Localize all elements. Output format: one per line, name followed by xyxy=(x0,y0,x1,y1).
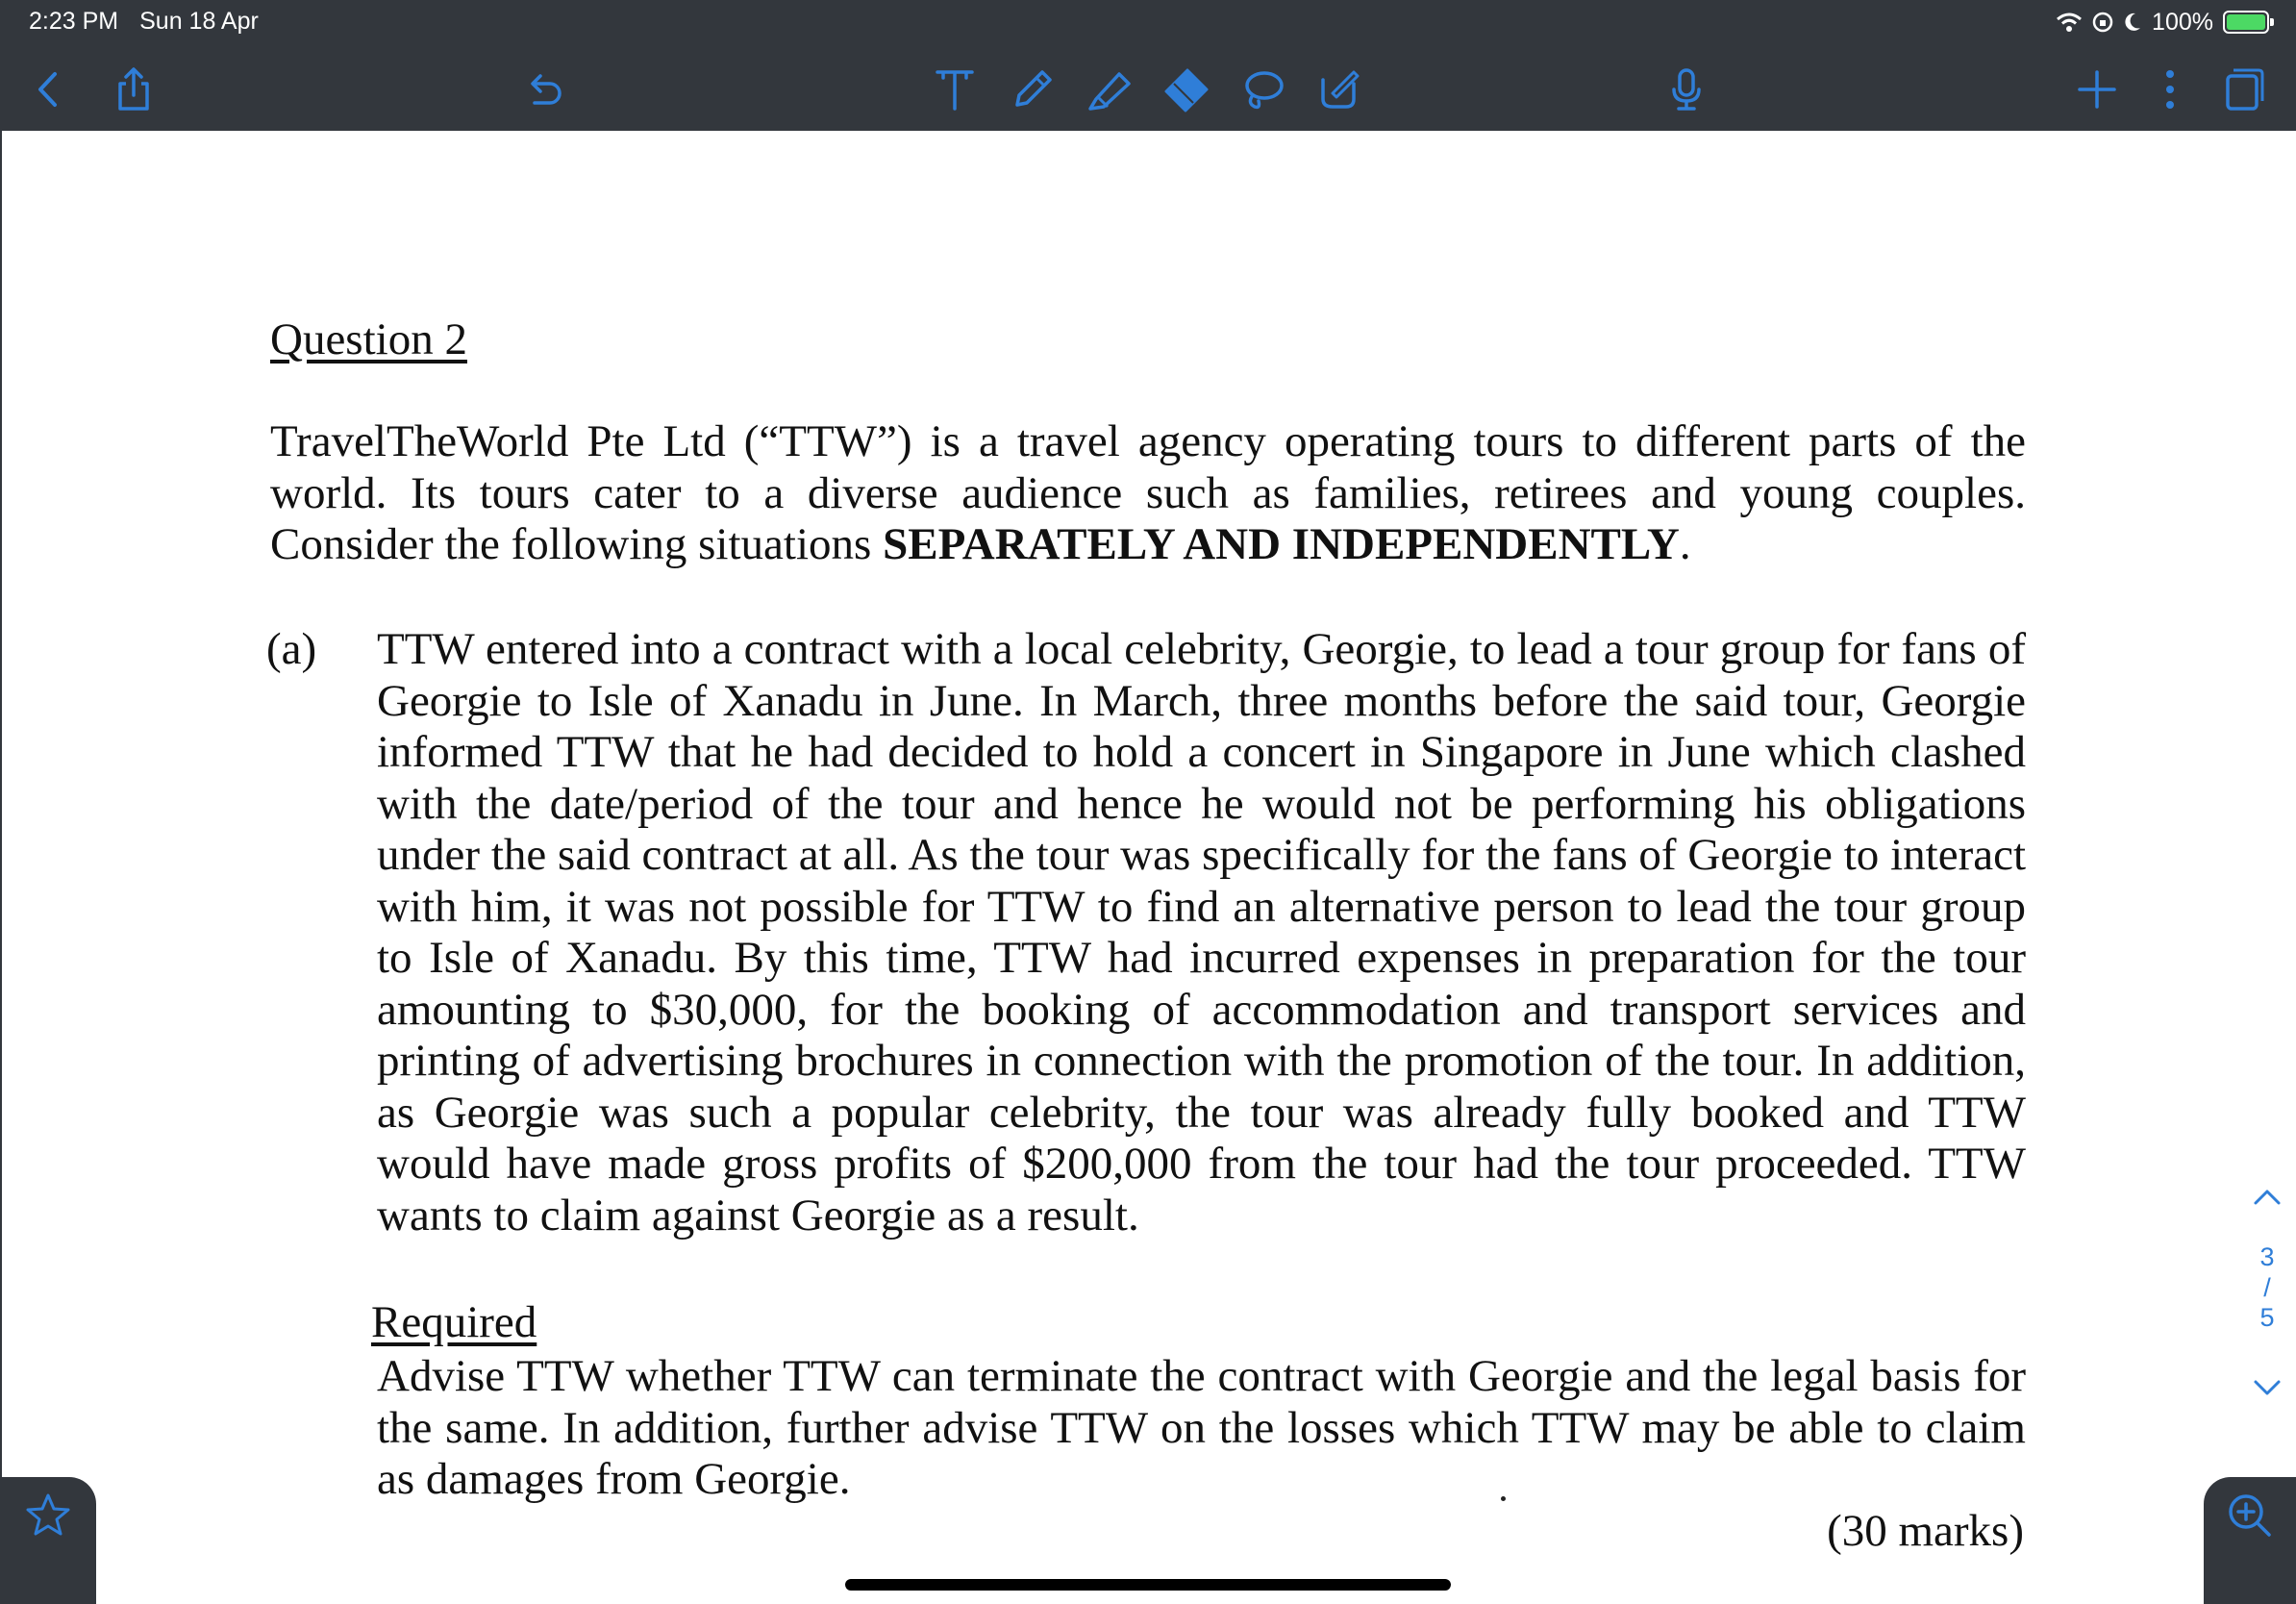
marks-label: (30 marks) xyxy=(1827,1506,2024,1556)
back-button[interactable] xyxy=(15,56,83,123)
status-bar-left xyxy=(29,8,259,36)
favorite-button[interactable] xyxy=(0,1477,96,1604)
add-button[interactable] xyxy=(2063,56,2131,123)
part-a-label: (a) xyxy=(266,624,317,674)
highlighter-tool-button[interactable] xyxy=(1076,56,1143,123)
pages-icon xyxy=(2216,64,2266,114)
star-icon xyxy=(23,1491,73,1541)
orientation-lock-icon xyxy=(2092,12,2113,33)
text-icon xyxy=(930,64,980,114)
back-icon xyxy=(24,64,74,114)
status-date: Sun 18 Apr xyxy=(139,8,259,35)
battery-icon xyxy=(2223,11,2269,34)
share-button[interactable] xyxy=(100,56,167,123)
add-icon xyxy=(2072,64,2122,114)
lasso-tool-button[interactable] xyxy=(1229,56,1296,123)
shapes-icon xyxy=(1313,64,1363,114)
required-title: Required xyxy=(371,1297,537,1347)
more-button[interactable] xyxy=(2136,56,2204,123)
status-time: 2:23 PM xyxy=(29,8,119,35)
stray-ink-dot xyxy=(1501,1496,1506,1501)
page-indicator xyxy=(2238,1242,2296,1333)
zoom-button[interactable] xyxy=(2204,1477,2296,1604)
battery-fill xyxy=(2227,14,2265,30)
current-page: 3 xyxy=(2259,1242,2275,1271)
microphone-button[interactable] xyxy=(1653,56,1720,123)
pages-button[interactable] xyxy=(2208,56,2275,123)
share-icon xyxy=(109,64,159,114)
undo-button[interactable] xyxy=(511,56,578,123)
home-indicator[interactable] xyxy=(845,1579,1451,1591)
wifi-icon xyxy=(2056,12,2083,33)
intro-paragraph xyxy=(270,416,2026,571)
lasso-icon xyxy=(1237,64,1287,114)
zoom-in-icon xyxy=(2225,1491,2275,1541)
undo-icon xyxy=(519,64,569,114)
total-pages: 5 xyxy=(2259,1303,2275,1332)
required-text: Advise TTW whether TTW can terminate the contract with Georgie and the legal basis for the same. In addition, further advise TTW on the losses which TTW may be able to claim as damages from Georgie. xyxy=(377,1351,2026,1504)
intro-text: TravelTheWorld Pte Ltd (“TTW”) is a travel agency operating tours to different parts of the world. Its tours cater to a diverse audience such as families, retirees and young couples. Consider the following situations xyxy=(270,416,2026,569)
question-title: Question 2 xyxy=(270,314,467,364)
more-icon xyxy=(2145,64,2195,114)
pen-icon xyxy=(1008,64,1058,114)
moon-icon xyxy=(2123,12,2142,33)
chevron-up-icon xyxy=(2251,1185,2284,1208)
chevron-down-icon xyxy=(2251,1377,2284,1400)
status-bar-right xyxy=(2056,6,2269,38)
highlighter-icon xyxy=(1085,64,1135,114)
eraser-icon xyxy=(1160,64,1210,114)
text-tool-button[interactable] xyxy=(921,56,988,123)
eraser-tool-button[interactable] xyxy=(1152,56,1219,123)
top-toolbar xyxy=(0,0,2296,131)
previous-page-button[interactable] xyxy=(2238,1185,2296,1215)
shapes-tool-button[interactable] xyxy=(1305,56,1372,123)
page-separator: / xyxy=(2263,1273,2271,1302)
intro-end: . xyxy=(1679,519,1691,569)
pen-tool-button[interactable] xyxy=(999,56,1066,123)
battery-percent: 100% xyxy=(2152,8,2213,36)
next-page-button[interactable] xyxy=(2238,1377,2296,1407)
microphone-icon xyxy=(1661,64,1711,114)
part-a-text: TTW entered into a contract with a local celebrity, Georgie, to lead a tour group for fans of Georgie to Isle of Xanadu in June. In March, three months before the said tour, Georgie informed TTW that he had decided to hold a concert in Singapore in June which clashed with the date/period of the tour and hence he would not be performing his obligations under the said contract at all. As the tour was specifically for the fans of Georgie to interact with him, it was not possible for TTW to find an alternative person to lead the tour group to Isle of Xanadu. By this time, TTW had incurred expenses in preparation for the tour amounting to $30,000, for the booking of accommodation and transport services and printing of advertising brochures in connection with the promotion of the tour. In addition, as Georgie was such a popular celebrity, the tour was already fully booked and TTW would have made gross profits of $200,000 from the tour had the tour proceeded. TTW wants to claim against Georgie as a result. xyxy=(377,624,2026,1241)
intro-emphasis: SEPARATELY AND INDEPENDENTLY xyxy=(883,519,1680,569)
